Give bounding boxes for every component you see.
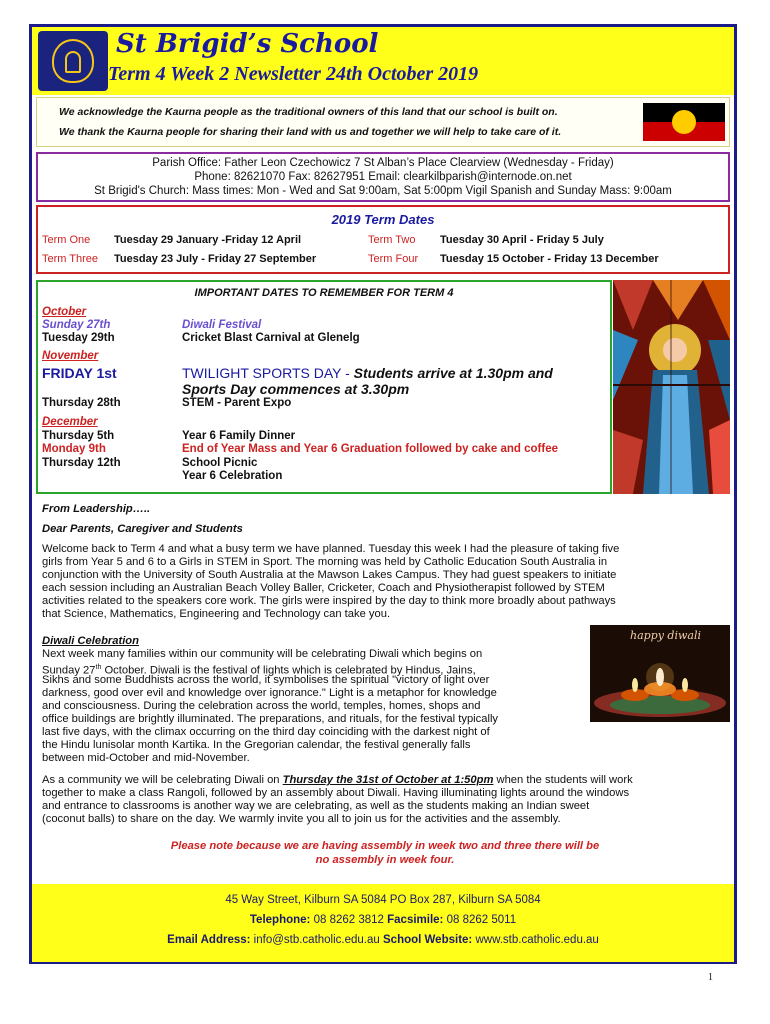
term-four-label: Term Four [368, 253, 419, 265]
diwali-paragraph-line: and entrance to classrooms is another way we are celebrating, as well as the students making an Indian sweet [42, 800, 590, 812]
stained-glass-image [613, 280, 730, 494]
diwali-paragraph-line: office buildings are brightly illuminated. The preparations, and rituals, for the festival typically [42, 713, 499, 725]
twilight-sports-time: Sports Day commences at 3.30pm [182, 381, 410, 397]
footer-address: 45 Way Street, Kilburn SA 5084 PO Box 287, Kilburn SA 5084 [225, 894, 541, 906]
event-name: Diwali Festival [182, 319, 262, 331]
month-november: November [42, 350, 99, 362]
term-three-label: Term Three [42, 253, 99, 265]
term-dates-box [36, 205, 730, 274]
parish-contact-line: Phone: 82621070 Fax: 82627951 Email: clearkilbparish@internode.on.net [194, 171, 572, 183]
twilight-sports-heading: TWILIGHT SPORTS DAY - Students arrive at 1.30pm and [182, 365, 553, 381]
important-dates-box [36, 280, 612, 494]
footer-email-link[interactable]: info@stb.catholic.edu.au [253, 934, 380, 946]
event-date: Thursday 5th [42, 430, 115, 442]
diwali-paragraph-line: darkness, good over evil and knowledge over ignorance." Light is a metaphor for knowledge [42, 687, 497, 699]
parish-info-box [36, 152, 730, 202]
event-name: STEM - Parent Expo [182, 397, 292, 409]
acknowledgement-box [36, 97, 730, 147]
term-three-dates: Tuesday 23 July - Friday 27 September [114, 253, 317, 265]
page-number: 1 [708, 972, 713, 983]
event-name: Year 6 Celebration [182, 470, 283, 482]
footer-email-website: Email Address: info@stb.catholic.edu.au School Website: www.stb.catholic.edu.au [167, 934, 599, 946]
diwali-paragraph-line: Sikhs and some Buddhists across the world, it symbolises the spiritual "victory of light over [42, 674, 490, 686]
term-one-dates: Tuesday 29 January -Friday 12 April [114, 234, 302, 246]
diwali-paragraph-line: between mid-October and mid-November. [42, 752, 250, 764]
church-mass-times: St Brigid's Church: Mass times: Mon - Wed and Sat 9:00am, Sat 5:00pm Vigil Spanish and Sunday Mass: 9:00am [94, 185, 672, 197]
event-name: End of Year Mass and Year 6 Graduation followed by cake and coffee [182, 443, 559, 455]
parish-office-line: Parish Office: Father Leon Czechowicz 7 St Alban’s Place Clearview (Wednesday - Friday) [152, 157, 614, 169]
term-dates-title: 2019 Term Dates [331, 212, 435, 227]
diwali-paragraph-line: (coconut balls) to share on the day. We warmly invite you all to join us for the activities and the assembly. [42, 813, 561, 825]
newsletter-title: Term 4 Week 2 Newsletter 24th October 2019 [108, 63, 479, 85]
term-one-label: Term One [42, 234, 91, 246]
leadership-paragraph-line: activities related to the speakers core work. The girls were inspired by the day to think more broadly about pathways [42, 595, 616, 607]
assembly-note-line-1: Please note because we are having assembly in week two and three there will be [170, 840, 600, 852]
event-date: Tuesday 29th [42, 332, 115, 344]
term-four-dates: Tuesday 15 October - Friday 13 December [440, 253, 659, 265]
diwali-image-caption: happy diwali [630, 629, 702, 642]
diwali-paragraph-line: and consciousness. During the celebration across the world, temples, homes, shops and [42, 700, 481, 712]
diwali-paragraph-line: last five days, with the climax occurring on the third day coinciding with the darkest night of [42, 726, 490, 738]
diwali-heading: Diwali Celebration [42, 635, 139, 647]
leadership-salutation: Dear Parents, Caregiver and Students [42, 523, 243, 535]
important-dates-title: IMPORTANT DATES TO REMEMBER FOR TERM 4 [194, 287, 454, 299]
leadership-paragraph-line: each session including an Australian Beach Volley Baller, Cricketer, Coach and Physiotherapist followed by STEM [42, 582, 605, 594]
event-date: Sunday 27th [42, 319, 111, 331]
acknowledgement-line-1: We acknowledge the Kaurna people as the traditional owners of this land that our school is built on. [59, 106, 558, 118]
school-crest-logo [38, 31, 108, 91]
assembly-note-line-2: no assembly in week four. [315, 854, 455, 866]
diwali-paragraph-line: together to make a class Rangoli, followed by an assembly about Diwali. Having illuminating lights around the windows [42, 787, 630, 799]
term-two-dates: Tuesday 30 April - Friday 5 July [440, 234, 604, 246]
leadership-heading: From Leadership….. [42, 503, 151, 515]
term-two-label: Term Two [368, 234, 416, 246]
aboriginal-flag-icon [643, 103, 725, 141]
leadership-paragraph-line: Welcome back to Term 4 and what a busy term we have planned. Tuesday this week I had the pleasure of taking five [42, 543, 620, 555]
newsletter-header [32, 27, 734, 95]
leadership-paragraph-line: conjunction with the University of South Australia at the Mawson Lakes Campus. They had guest speakers to initiate [42, 569, 617, 581]
event-date: Monday 9th [42, 443, 106, 455]
event-name: Year 6 Family Dinner [182, 430, 296, 442]
event-name: Cricket Blast Carnival at Glenelg [182, 332, 360, 344]
leadership-paragraph-line: girls from Year 5 and 6 to a Girls in STEM in Sport. The morning was held by Catholic Education South Australia in [42, 556, 608, 568]
acknowledgement-line-2: We thank the Kaurna people for sharing their land with us and together we will help to take care of it. [59, 126, 562, 138]
month-october: October [42, 306, 87, 318]
school-contact-footer [32, 884, 734, 962]
diwali-paragraph-line: Sunday 27th October. Diwali is the festival of lights which is celebrated by Hindus, Jains, [42, 664, 476, 677]
diwali-paragraph-line: Next week many families within our community will be celebrating Diwali which begins on [42, 648, 483, 660]
happy-diwali-image [590, 625, 730, 722]
school-name: St Brigid’s School [116, 29, 379, 59]
event-date: FRIDAY 1st [42, 365, 117, 381]
diwali-paragraph-line: As a community we will be celebrating Diwali on Thursday the 31st of October at 1:50pm when the students will work [42, 774, 633, 786]
event-date: Thursday 28th [42, 397, 121, 409]
footer-phone-fax: Telephone: 08 8262 3812 Facsimile: 08 8262 5011 [249, 914, 517, 926]
event-name: School Picnic [182, 457, 258, 469]
month-december: December [42, 416, 98, 428]
leadership-paragraph-line: that Science, Mathematics, Engineering and Technology can take you. [42, 608, 391, 620]
footer-website-link[interactable]: www.stb.catholic.edu.au [475, 934, 599, 946]
event-date: Thursday 12th [42, 457, 121, 469]
diwali-paragraph-line: the Hindu lunisolar month Kartika. In the Gregorian calendar, the festival generally falls [42, 739, 471, 751]
